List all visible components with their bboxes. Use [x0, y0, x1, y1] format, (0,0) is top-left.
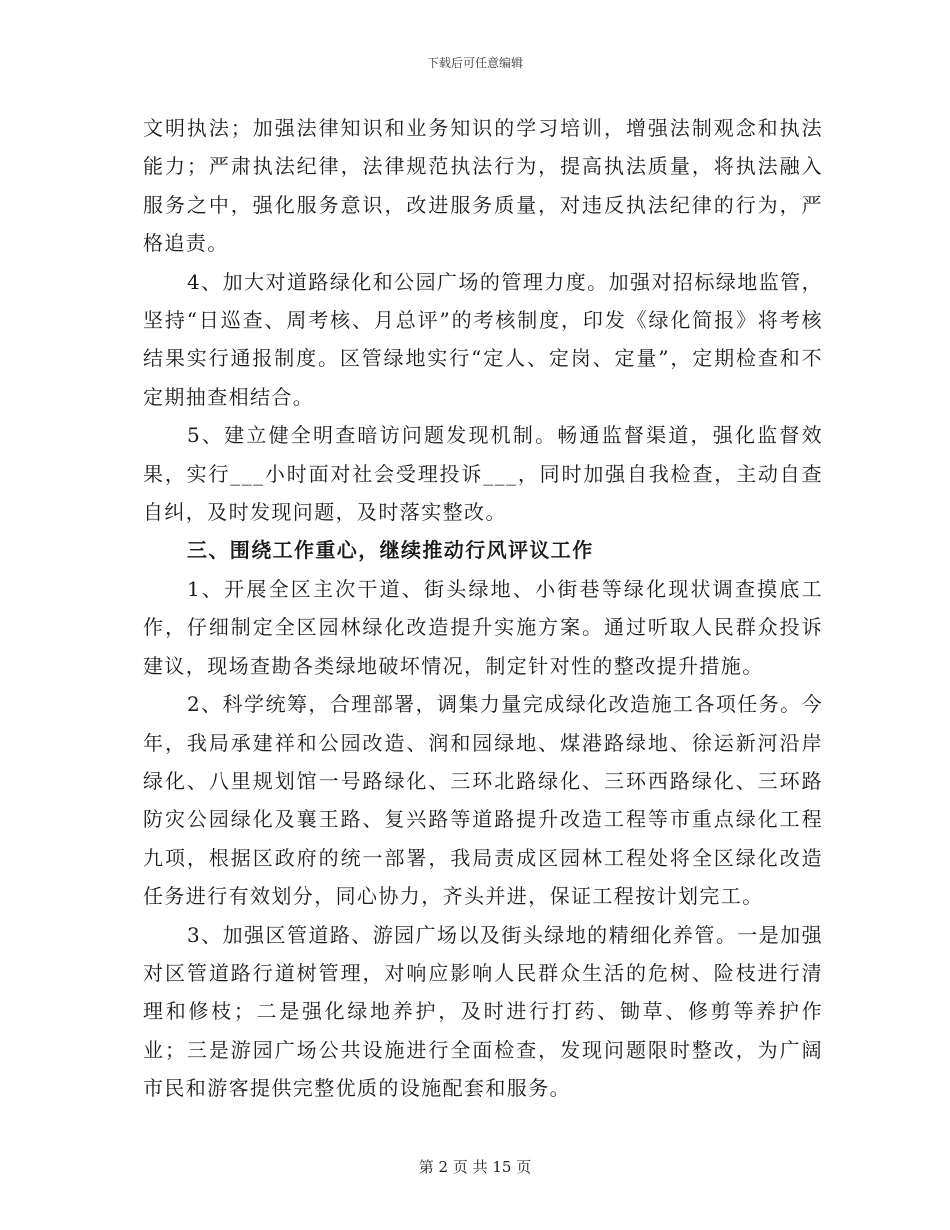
paragraph-item-2: 2、科学统筹，合理部署，调集力量完成绿化改造施工各项任务。今年，我局承建祥和公园改造、润和园绿地、煤港路绿地、徐运新河沿岸绿化、八里规划馆一号路绿化、三环北路绿化、三环西路绿化、三环路防灾公园绿化及襄王路、复兴路等道路提升改造工程等市重点绿化工程九项，根据区政府的统一部署，我局责成区园林工程处将全区绿化改造任务进行有效划分，同心协力，齐头并进，保证工程按计划完工。 [143, 692, 823, 909]
paragraph-continuation: 文明执法；加强法律知识和业务知识的学习培训，增强法制观念和执法能力；严肃执法纪律，法律规范执法行为，提高执法质量，将执法融入服务之中，强化服务意识，改进服务质量，对违反执法纪律的行为，严格追责。 [143, 116, 823, 256]
page-number: 第 2 页 共 15 页 [418, 1158, 532, 1176]
paragraph-item-3: 3、加强区管道路、游园广场以及街头绿地的精细化养管。一是加强对区管道路行道树管理，对响应影响人民群众生活的危树、险枝进行清理和修枝；二是强化绿地养护，及时进行打药、锄草、修剪等养护作业；三是游园广场公共设施进行全面检查，发现问题限时整改，为广阔市民和游客提供完整优质的设施配套和服务。 [143, 922, 823, 1101]
section-heading: 三、围绕工作重心，继续推动行风评议工作 [187, 538, 594, 563]
document-body [143, 109, 823, 1108]
paragraph-item-5: 5、建立健全明查暗访问题发现机制。畅通监督渠道，强化监督效果，实行___小时面对社会受理投诉___，同时加强自我检查，主动自查自纠，及时发现问题，及时落实整改。 [143, 423, 823, 525]
page-header: 下载后可任意编辑 [426, 56, 523, 70]
paragraph-item-1: 1、开展全区主次干道、街头绿地、小街巷等绿化现状调查摸底工作，仔细制定全区园林绿化改造提升实施方案。通过听取人民群众投诉建议，现场查勘各类绿地破坏情况，制定针对性的整改提升措施。 [143, 576, 823, 678]
paragraph-item-4: 4、加大对道路绿化和公园广场的管理力度。加强对招标绿地监管，坚持“日巡查、周考核、月总评”的考核制度，印发《绿化简报》将考核结果实行通报制度。区管绿地实行“定人、定岗、定量”，定期检查和不定期抽查相结合。 [143, 269, 823, 409]
